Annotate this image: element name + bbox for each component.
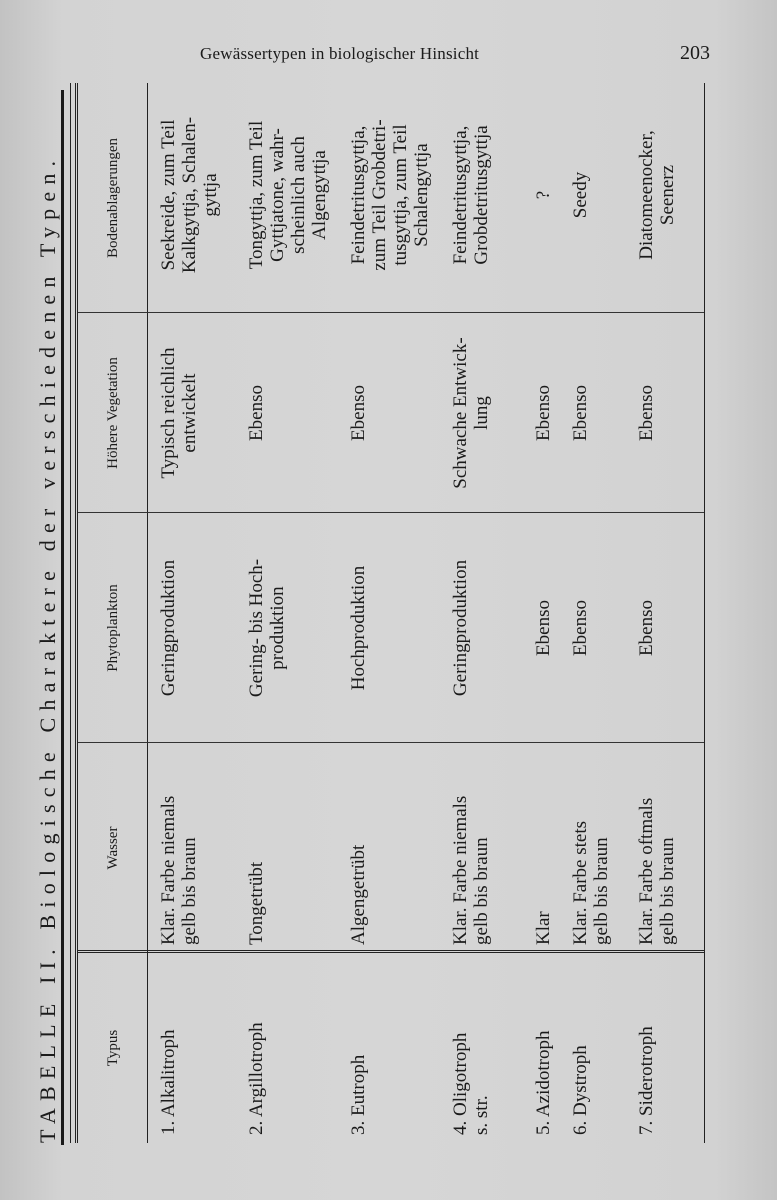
table-cell-wasser xyxy=(450,745,492,945)
cell-line: Algengyttja xyxy=(309,150,330,240)
cell-line: Gering- bis Hoch- xyxy=(246,558,267,698)
table-cell-vegetation xyxy=(348,315,369,511)
table-caption: TABELLE II. Biologische Charaktere der verschiedenen Typen. xyxy=(35,153,60,1143)
table-cell-vegetation xyxy=(246,315,267,511)
table-body xyxy=(158,83,703,1143)
table-cell-wasser xyxy=(158,745,200,945)
cell-line: Tongetrübt xyxy=(246,861,267,945)
cell-line: zum Teil Grobdetri- xyxy=(369,119,390,271)
table-cell-wasser xyxy=(636,745,678,945)
table-cell-phyto xyxy=(158,517,179,739)
table-cell-boden xyxy=(570,85,591,305)
table-cell-typus xyxy=(450,957,492,1135)
table-cell-typus xyxy=(348,957,369,1135)
table-cell-boden xyxy=(348,85,432,305)
biological-characters-table xyxy=(75,83,705,1143)
cell-line: lung xyxy=(471,396,492,430)
cell-line: Algengetrübt xyxy=(348,844,369,945)
cell-line: ? xyxy=(533,190,554,200)
cell-line: Ebenso xyxy=(246,385,267,441)
cell-line: Grobdetritusgyttja xyxy=(471,125,492,265)
table-cell-boden xyxy=(533,85,554,305)
cell-line: 7. Siderotroph xyxy=(636,1026,657,1135)
table-cell-vegetation xyxy=(533,315,554,511)
cell-line: Hochproduktion xyxy=(348,565,369,691)
column-header-typus: Typus xyxy=(104,1029,121,1067)
cell-line: Ebenso xyxy=(533,600,554,656)
cell-line: Feindetritusgyttja, xyxy=(450,125,471,265)
page-number: 203 xyxy=(680,42,710,64)
table-cell-typus xyxy=(570,957,591,1135)
cell-line: gelb bis braun xyxy=(471,837,492,945)
cell-line: Kalkgyttja, Schalen- xyxy=(179,116,200,274)
cell-line: tusgyttja, zum Teil xyxy=(390,124,411,266)
table-cell-boden xyxy=(246,85,330,305)
cell-line: scheinlich auch xyxy=(288,136,309,254)
cell-line: Geringproduktion xyxy=(158,559,179,697)
running-header xyxy=(200,44,710,74)
table-cell-typus xyxy=(246,957,267,1135)
cell-line: Klar. Farbe oftmals xyxy=(636,797,657,945)
cell-line: Klar. Farbe stets xyxy=(570,820,591,945)
table-cell-phyto xyxy=(246,517,288,739)
cell-line: Seenerz xyxy=(657,164,678,226)
cell-line: Klar. Farbe niemals xyxy=(450,795,471,945)
cell-line: Seedy xyxy=(570,171,591,219)
cell-line: gyttja xyxy=(200,173,221,217)
table-header-row xyxy=(78,83,148,1143)
table-cell-phyto xyxy=(636,517,657,739)
table-cell-boden xyxy=(636,85,678,305)
cell-line: Typisch reichlich xyxy=(158,347,179,479)
cell-line: gelb bis braun xyxy=(657,837,678,945)
cell-line: 6. Dystroph xyxy=(570,1045,591,1135)
table-cell-phyto xyxy=(570,517,591,739)
table-cell-vegetation xyxy=(570,315,591,511)
table-cell-wasser xyxy=(348,745,369,945)
table-cell-vegetation xyxy=(450,315,492,511)
cell-line: 2. Argillotroph xyxy=(246,1022,267,1135)
cell-line: Ebenso xyxy=(570,600,591,656)
table-cell-wasser xyxy=(533,745,554,945)
cell-line: Schalengyttja xyxy=(411,143,432,247)
table-cell-vegetation xyxy=(158,315,200,511)
cell-line: s. str. xyxy=(471,1095,492,1135)
cell-line: Gyttjatone, wahr- xyxy=(267,128,288,262)
cell-line: produktion xyxy=(267,586,288,670)
table-cell-boden xyxy=(158,85,221,305)
table-cell-phyto xyxy=(533,517,554,739)
cell-line: Seekreide, zum Teil xyxy=(158,119,179,271)
table-cell-vegetation xyxy=(636,315,657,511)
cell-line: Ebenso xyxy=(533,385,554,441)
cell-line: Ebenso xyxy=(570,385,591,441)
column-header-boden: Bodenablagerungen xyxy=(104,138,121,258)
cell-line: 3. Eutroph xyxy=(348,1054,369,1135)
cell-line: 5. Azidotroph xyxy=(533,1030,554,1135)
cell-line: Schwache Entwick- xyxy=(450,337,471,489)
column-header-phytoplankton: Phytoplankton xyxy=(104,584,121,672)
table-cell-typus xyxy=(636,957,657,1135)
cell-line: Klar. Farbe niemals xyxy=(158,795,179,945)
cell-line: Ebenso xyxy=(348,385,369,441)
cell-line: 4. Oligotroph xyxy=(450,1032,471,1135)
column-header-vegetation: Höhere Vegetation xyxy=(104,357,121,469)
cell-line: Klar xyxy=(533,911,554,945)
table-cell-typus xyxy=(533,957,554,1135)
table-cell-wasser xyxy=(246,745,267,945)
table-cell-boden xyxy=(450,85,492,305)
cell-line: entwickelt xyxy=(179,373,200,453)
cell-line: gelb bis braun xyxy=(179,837,200,945)
table-cell-typus xyxy=(158,957,179,1135)
running-title: Gewässertypen in biologischer Hinsicht xyxy=(200,44,480,63)
cell-line: Ebenso xyxy=(636,600,657,656)
cell-line: Tongyttja, zum Teil xyxy=(246,120,267,270)
table-bottom-rule xyxy=(704,83,705,1143)
cell-line: 1. Alkalitroph xyxy=(158,1029,179,1135)
cell-line: Ebenso xyxy=(636,385,657,441)
cell-line: gelb bis braun xyxy=(591,837,612,945)
cell-line: Diatomeenocker, xyxy=(636,130,657,260)
column-header-wasser: Wasser xyxy=(104,826,121,870)
rotated-table-block xyxy=(35,83,705,1143)
table-cell-wasser xyxy=(570,745,612,945)
cell-line: Feindetritusgyttja, xyxy=(348,125,369,265)
cell-line: Geringproduktion xyxy=(450,559,471,697)
table-cell-phyto xyxy=(348,517,369,739)
table-cell-phyto xyxy=(450,517,471,739)
